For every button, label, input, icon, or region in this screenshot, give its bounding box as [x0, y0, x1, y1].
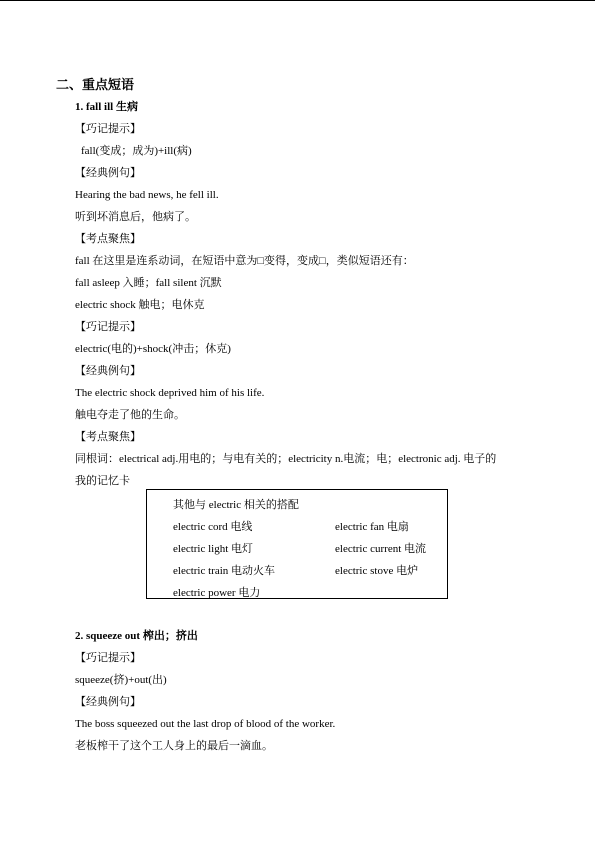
- phrase-heading-fall-ill: 1. fall ill 生病: [75, 101, 138, 113]
- memory-card-entry: electric train 电动火车: [173, 565, 276, 577]
- example-chinese: 老板榨干了这个工人身上的最后一滴血。: [75, 740, 273, 752]
- memory-card-entry: electric cord 电线: [173, 521, 253, 533]
- example-english: The boss squeezed out the last drop of blood of the worker.: [75, 718, 336, 730]
- tip-label: 【巧记提示】: [75, 321, 141, 333]
- phrase-heading-electric-shock: electric shock 触电；电休克: [75, 299, 205, 311]
- example-english: The electric shock deprived him of his life.: [75, 387, 265, 399]
- focus-label: 【考点聚焦】: [75, 431, 141, 443]
- example-chinese: 听到坏消息后，他病了。: [75, 211, 196, 223]
- focus-text: fall 在这里是连系动词，在短语中意为□变得，变成□，类似短语还有：: [75, 255, 414, 267]
- tip-text: fall(变成；成为)+ill(病): [81, 145, 192, 157]
- memory-card-entry: electric stove 电炉: [335, 565, 419, 577]
- example-label: 【经典例句】: [75, 696, 141, 708]
- focus-text: 同根词：electrical adj.用电的；与电有关的；electricity n.电流；电；electronic adj. 电子的: [75, 453, 497, 465]
- tip-text: squeeze(挤)+out(出): [75, 674, 167, 686]
- section-title: 二、重点短语: [56, 77, 135, 92]
- memory-card-entry: electric fan 电扇: [335, 521, 409, 533]
- example-label: 【经典例句】: [75, 365, 141, 377]
- example-chinese: 触电夺走了他的生命。: [75, 409, 185, 421]
- memory-card-label: 我的记忆卡: [75, 475, 130, 487]
- tip-label: 【巧记提示】: [75, 123, 141, 135]
- memory-card-box: [146, 489, 448, 599]
- phrase-heading-squeeze-out: 2. squeeze out 榨出；挤出: [75, 630, 198, 642]
- memory-card-entry: electric power 电力: [173, 587, 261, 599]
- tip-text: electric(电的)+shock(冲击；休克): [75, 343, 231, 355]
- memory-card-entry: electric light 电灯: [173, 543, 254, 555]
- example-english: Hearing the bad news, he fell ill.: [75, 189, 219, 201]
- memory-card-entry: electric current 电流: [335, 543, 427, 555]
- focus-label: 【考点聚焦】: [75, 233, 141, 245]
- similar-phrases: fall asleep 入睡；fall silent 沉默: [75, 277, 222, 289]
- top-border-line: [0, 0, 595, 1]
- memory-card-title: 其他与 electric 相关的搭配: [173, 499, 299, 511]
- tip-label: 【巧记提示】: [75, 652, 141, 664]
- example-label: 【经典例句】: [75, 167, 141, 179]
